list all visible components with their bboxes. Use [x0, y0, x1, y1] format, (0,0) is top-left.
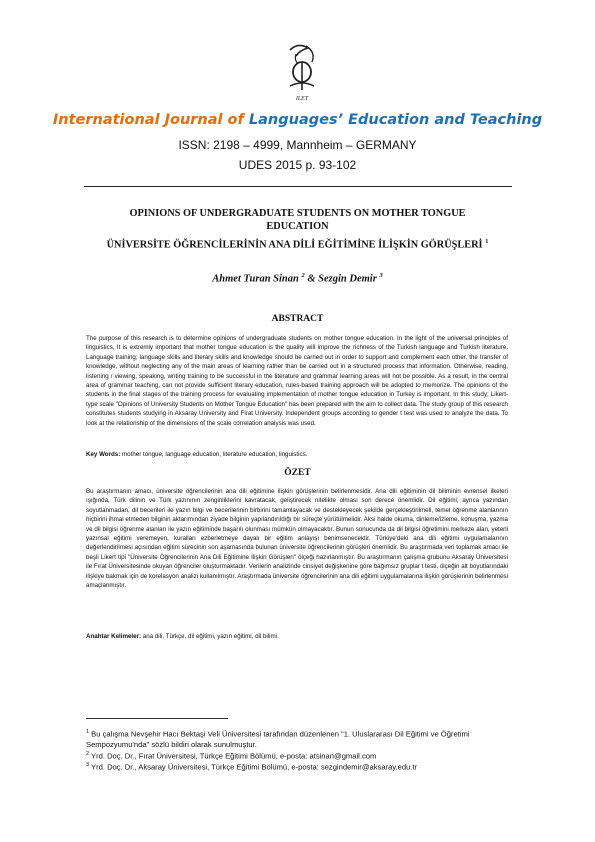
authors [0, 272, 595, 285]
keywords-label: Key Words: [86, 451, 121, 458]
footnote-3-text: Yrd. Doç. Dr., Aksaray Üniversitesi, Türkçe Eğitimi Bölümü, e-posta: sezgindemir@aksaray.edu.tr [89, 762, 418, 772]
footnote-1-text: Bu çalışma Nevşehir Hacı Bektaşi Veli Üniversitesi tarafından düzenlenen "1. Uluslararası Dil Eğitimi ve Öğretimi Sempozyumu'nda" sözlü bildiri olarak sunulmuştur. [86, 729, 470, 750]
keywords-text: mother tongue, language education, literature education, linguistics. [120, 451, 308, 458]
footnote-mark: 1 [485, 238, 489, 245]
footnote-1 [86, 727, 516, 751]
footnote-3-mark: 3 [86, 762, 90, 768]
journal-title-part1: International Journal of [52, 112, 249, 128]
journal-title-part2: Languages’ Education and Teaching [248, 112, 543, 128]
abstract-text: The purpose of this research is to determine opinions of undergraduate students on mother tongue education. In the light of the universal principles of linguistics, It is extremly important that mother tongue education is the quality will improve the richness of the Turkish language and Turkish literature. Language training; language skills and literary skills and knowledge should be carried out in order to support and complement each other, the transfer of knowledge, without neglecting any of the main areas of learning rather than be carried out in a structured process that information. Otherwise, reading, listening / viewing, speaking, writing training to be successful in the literature and grammar learning areas will not be possible. As a result, in the central area of grammar teaching, can not provide sufficient literary education, rules-based training approach will be adopted to memorize. The opinions of the students in the final stages of the training process for evaluating implementation of mother tongue education in Turkey is important. In this study; Likert-type scale "Opinions of University Students on Mother Tongue Education" has been prepared with the aim to collect data. The study group of this research constitutes students studying in Aksaray University and Firat University. Independent groups according to gender t test was used to analyze the data. To look at the relationship of the dimensions of the scale correlation analysis was used. [86, 335, 508, 427]
author-1: Ahmet Turan Sinan [212, 273, 299, 285]
header-divider [84, 186, 512, 187]
anahtar-kelimeler-label: Anahtar Kelimeler: [86, 633, 142, 640]
issn-line: ISSN: 2198 – 4999, Mannheim – GERMANY [178, 138, 417, 152]
author-2-mark: 3 [379, 272, 383, 279]
journal-logo [282, 42, 322, 104]
paper-title-tr-text: ÜNİVERSİTE ÖĞRENCİLERİNİN ANA DİLİ EĞİTİMİNE İLİŞKİN GÖRÜŞLERİ [106, 239, 483, 251]
udes-line: UDES 2015 p. 93-102 [238, 158, 357, 172]
paper-title-en: OPINIONS OF UNDERGRADUATE STUDENTS ON MOTHER TONGUE EDUCATION [129, 208, 466, 232]
paper-title-tr [100, 236, 495, 252]
ozet-keywords [86, 632, 508, 641]
author-separator: & [304, 273, 319, 285]
ozet-text: Bu araştırmanın amacı, üniversite öğrencilerinin ana dili eğitimine ilişkin görüşlerinin belirlenmesidir. Ana dili eğitiminin dil biliminin evrensel ilkeleri ışığında, Türk dilinin ve Türk yazınının zenginliklerini kavratacak, geliştirecek nitelikte olması son derece önemlidir. Dil eğitimi; ayrıca yazından soyutlanmadan, dil becerileri ile yazın bilgi ve becerilerinin birbirini tamamlayacak ve destekleyecek şekilde gerçekleştirilmeli, temel öğrenme alanlarının hiçbirini ihmal etmeden bilginin aktarımından ziyade bilginin yapılandırıldığı bir süreçte yürütülmelidir. Aksi halde okuma, dinleme/izleme, konuşma, yazma ve dil bilgisi öğrenme alanları ile yazın eğitiminde başarılı olunması mümkün olmayacaktır. Bunun sonucunda da dil bilgisi öğretimini merkeze alan, yeterli yazınsal eğitimi veremeyen, kuralları ezberletmeye dayalı bir eğitim anlayışı benimsenecektir. Türkiye'deki ana dili eğitimi uygulamalarının değerlendirilmesi açısından eğitim sürecinin son aşamasında bulunan üniversite öğrencilerinin görüşleri önemlidir. Bu araştırmada veri toplamak amacı ile beşli Likert tipi "Üniversite Öğrencilerinin Ana Dili Eğitimine İlişkin Görüşleri" ölçeği hazırlanmıştır. Bu araştırmanın çalışma grubunu Aksaray Üniversitesi ile Fırat Üniversitesinde okuyan öğrenciler oluşturmaktadır. Verilerin analizinde cinsiyet değişkenine göre bağımsız gruplar t testi, ölçeğin alt boyutlarındaki ilişkiye bakmak için de korelasyon analizi kullanılmıştır. Araştırmada üniversite öğrencilerinin ana dili eğitimi uygulamalarına ilişkin görüşlerinin belirlenmesi amaçlanmıştır. [86, 488, 508, 590]
footnote-3 [86, 760, 516, 773]
ozet-heading: ÖZET [284, 468, 311, 478]
footnote-2-text: Yrd. Doç. Dr., Fırat Üniversitesi, Türkçe Eğitimi Bölümü, e-posta: atsinan@gmail.com [89, 751, 377, 761]
footnote-divider [86, 718, 228, 719]
footnote-1-mark: 1 [86, 729, 90, 735]
author-2: Sezgin Demir [318, 273, 377, 285]
footnote-2-mark: 2 [86, 751, 90, 757]
abstract-keywords [86, 450, 508, 459]
author-1-mark: 2 [301, 272, 305, 279]
journal-title [0, 112, 595, 128]
abstract-heading: ABSTRACT [271, 314, 324, 324]
logo-text: ILET [295, 96, 309, 102]
anahtar-kelimeler-text: ana dili, Türkçe, dil eğitimi, yazın eğitimi, dil bilimi. [141, 633, 279, 640]
